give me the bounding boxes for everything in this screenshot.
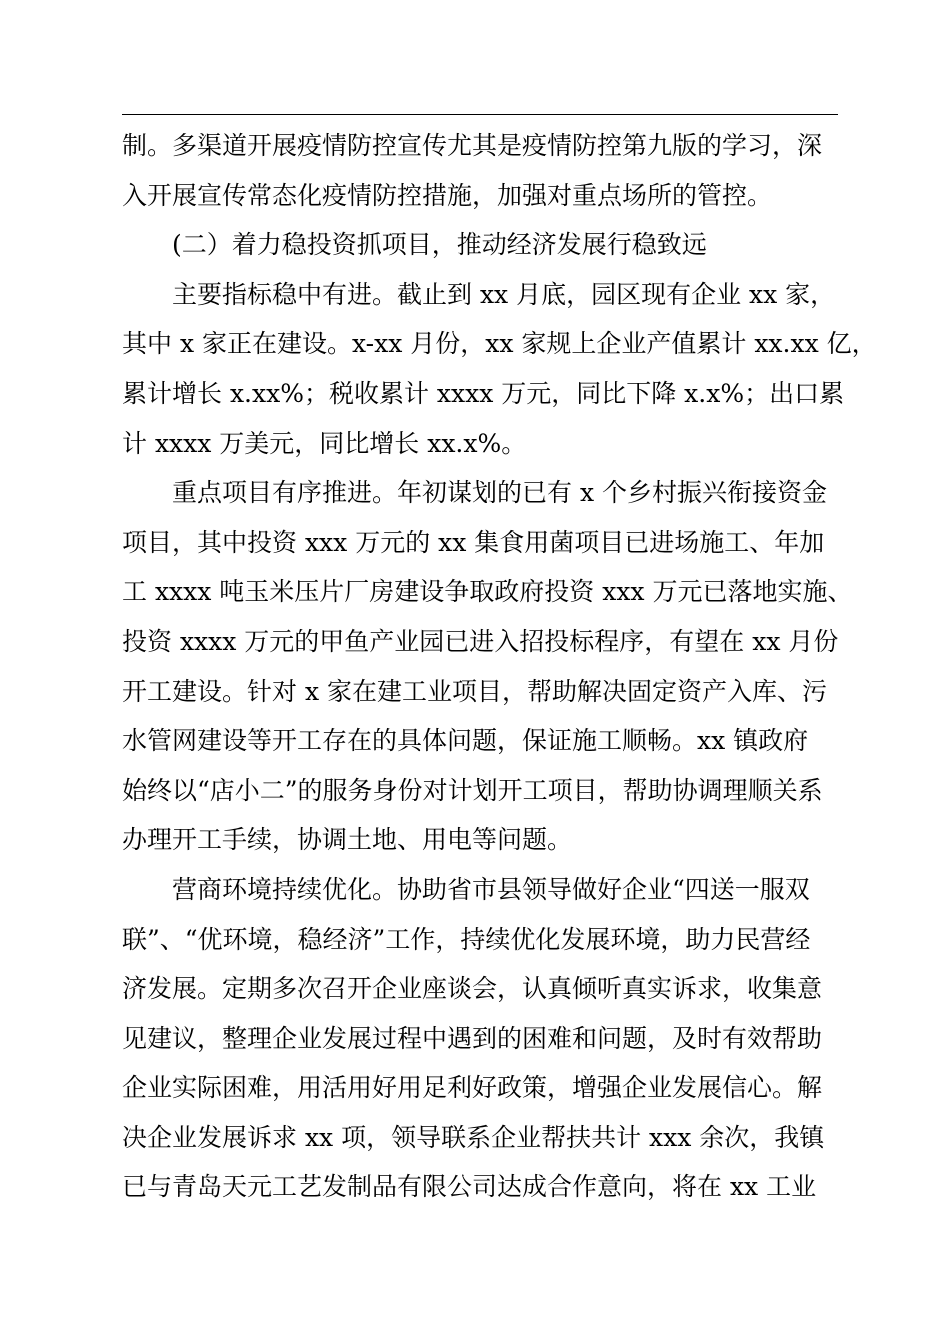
text-line: 决企业发展诉求 xx 项，领导联系企业帮扶共计 xxx 余次，我镇: [122, 1122, 825, 1152]
paragraph-start-line: 营商环境持续优化。协助省市县领导做好企业“四送一服双: [172, 874, 810, 904]
text-line: 企业实际困难，用活用好用足利好政策，增强企业发展信心。解: [122, 1073, 823, 1103]
text-line: 水管网建设等开工存在的具体问题，保证施工顺畅。xx 镇政府: [122, 726, 809, 756]
text-line: 开工建设。针对 x 家在建工业项目，帮助解决固定资产入库、污: [122, 676, 827, 706]
text-line: 计 xxxx 万美元，同比增长 xx.x%。: [122, 428, 527, 458]
paragraph-start-line: 重点项目有序推进。年初谋划的已有 x 个乡村振兴衔接资金: [172, 478, 827, 508]
text-line: 联”、“优环境，稳经济”工作，持续优化发展环境，助力民营经: [122, 924, 811, 954]
text-line: 工 xxxx 吨玉米压片厂房建设争取政府投资 xxx 万元已落地实施、: [122, 577, 853, 607]
document-body: [122, 126, 877, 1217]
text-line: 投资 xxxx 万元的甲鱼产业园已进入招投标程序，有望在 xx 月份: [122, 626, 839, 656]
text-line: 见建议，整理企业发展过程中遇到的困难和问题，及时有效帮助: [122, 1023, 823, 1053]
text-line: 其中 x 家正在建设。x-xx 月份，xx 家规上企业产值累计 xx.xx 亿，: [122, 329, 877, 359]
text-line: 入开展宣传常态化疫情防控措施，加强对重点场所的管控。: [122, 180, 773, 210]
paragraph-start-line: 主要指标稳中有进。截止到 xx 月底，园区现有企业 xx 家，: [172, 279, 836, 309]
text-line: 已与青岛天元工艺发制品有限公司达成合作意向，将在 xx 工业: [122, 1172, 817, 1202]
text-line: 累计增长 x.xx%；税收累计 xxxx 万元，同比下降 x.x%；出口累: [122, 378, 845, 408]
header-rule: [122, 114, 838, 115]
text-line: 始终以“店小二”的服务身份对计划开工项目，帮助协调理顺关系: [122, 775, 823, 805]
text-line: 制。多渠道开展疫情防控宣传尤其是疫情防控第九版的学习，深: [122, 131, 823, 160]
text-line: 办理开工手续，协调土地、用电等问题。: [122, 825, 573, 855]
section-heading: (二）着力稳投资抓项目，推动经济发展行稳致远: [172, 230, 707, 260]
text-line: 济发展。定期多次召开企业座谈会，认真倾听真实诉求，收集意: [122, 974, 823, 1004]
text-line: 项目，其中投资 xxx 万元的 xx 集食用菌项目已进场施工、年加: [122, 527, 825, 557]
